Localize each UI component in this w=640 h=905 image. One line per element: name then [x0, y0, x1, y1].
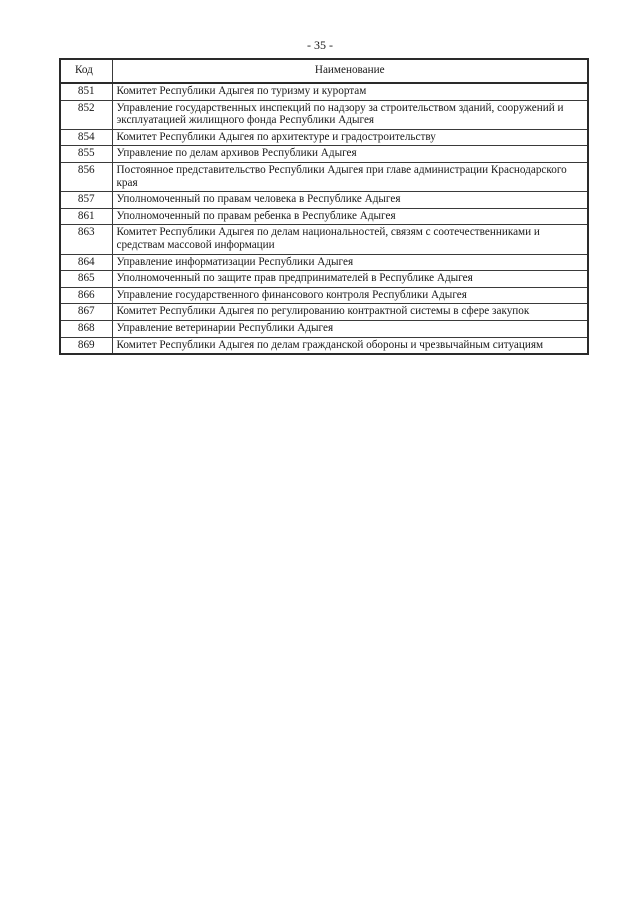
row-code: 866 — [60, 287, 112, 304]
table-row — [60, 146, 588, 163]
row-name: Управление по делам архивов Республики Адыгея — [112, 146, 588, 163]
table-row — [60, 162, 588, 191]
row-code: 856 — [60, 162, 112, 191]
row-code: 868 — [60, 320, 112, 337]
table-row — [60, 100, 588, 129]
row-code: 869 — [60, 337, 112, 354]
row-name: Управление ветеринарии Республики Адыгея — [112, 320, 588, 337]
table-row — [60, 320, 588, 337]
page-number: - 35 - — [307, 38, 333, 52]
header-code: Код — [60, 59, 112, 83]
row-name: Уполномоченный по правам ребенка в Республике Адыгея — [112, 208, 588, 225]
row-code: 854 — [60, 129, 112, 146]
header-row — [60, 59, 588, 83]
row-code: 867 — [60, 304, 112, 321]
table-row — [60, 287, 588, 304]
table-row — [60, 208, 588, 225]
row-name: Комитет Республики Адыгея по делам национальностей, связям с соотечественниками и средствам массовой информации — [112, 225, 588, 254]
row-code: 861 — [60, 208, 112, 225]
table-row — [60, 225, 588, 254]
row-code: 864 — [60, 254, 112, 271]
row-name: Комитет Республики Адыгея по архитектуре и градостроительству — [112, 129, 588, 146]
table-row — [60, 129, 588, 146]
table-row — [60, 337, 588, 354]
table-header — [60, 59, 588, 83]
row-name: Комитет Республики Адыгея по делам гражданской обороны и чрезвычайным ситуациям — [112, 337, 588, 354]
row-code: 865 — [60, 271, 112, 288]
row-name: Постоянное представительство Республики Адыгея при главе администрации Краснодарского края — [112, 162, 588, 191]
row-code: 857 — [60, 192, 112, 209]
table-row — [60, 304, 588, 321]
row-name: Управление государственных инспекций по надзору за строительством зданий, сооружений и эксплуатацией жилищного фонда Республики Адыгея — [112, 100, 588, 129]
table-row — [60, 83, 588, 100]
code-table — [59, 58, 589, 355]
row-name: Управление информатизации Республики Адыгея — [112, 254, 588, 271]
table-body — [60, 83, 588, 354]
row-code: 863 — [60, 225, 112, 254]
table-row — [60, 254, 588, 271]
header-name: Наименование — [112, 59, 588, 83]
row-name: Уполномоченный по защите прав предпринимателей в Республике Адыгея — [112, 271, 588, 288]
row-name: Управление государственного финансового контроля Республики Адыгея — [112, 287, 588, 304]
row-name: Комитет Республики Адыгея по регулированию контрактной системы в сфере закупок — [112, 304, 588, 321]
row-code: 852 — [60, 100, 112, 129]
row-code: 855 — [60, 146, 112, 163]
table-row — [60, 192, 588, 209]
row-code: 851 — [60, 83, 112, 100]
row-name: Уполномоченный по правам человека в Республике Адыгея — [112, 192, 588, 209]
row-name: Комитет Республики Адыгея по туризму и курортам — [112, 83, 588, 100]
table-row — [60, 271, 588, 288]
